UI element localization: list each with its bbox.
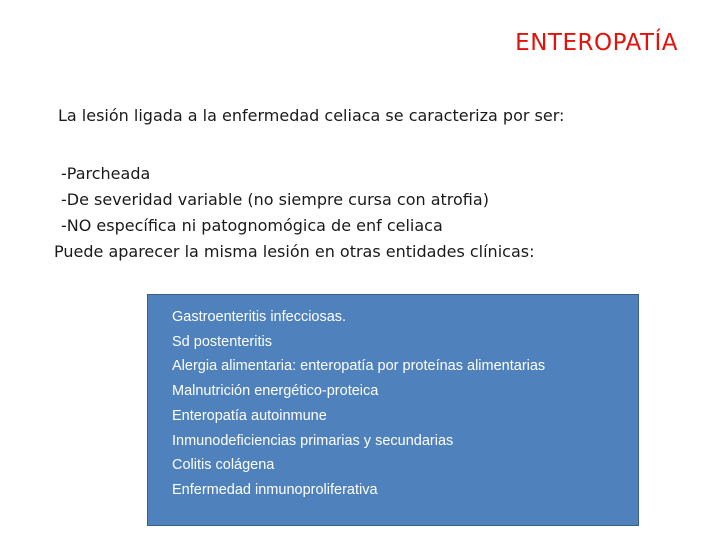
entity-item: Sd postenteritis [172,333,272,350]
intro-text: La lesión ligada a la enfermedad celiaca se caracteriza por ser: [58,106,565,125]
entity-item: Enfermedad inmunoproliferativa [172,481,378,498]
characteristics-list [54,161,534,265]
entity-item: Colitis colágena [172,457,275,474]
entity-item: Enteropatía autoinmune [172,407,327,424]
characteristic-item: -Parcheada [61,164,151,183]
clinical-entities-box [147,294,639,526]
entity-item: Malnutrición energético-proteica [172,383,379,400]
closing-text: Puede aparecer la misma lesión en otras entidades clínicas: [54,242,535,261]
entity-item: Alergia alimentaria: enteropatía por proteínas alimentarias [172,358,546,375]
entity-item: Inmunodeficiencias primarias y secundarias [172,432,454,449]
slide-title: ENTEROPATÍA [515,30,678,56]
characteristic-item: -NO específica ni patognomógica de enf celiaca [61,216,443,235]
entity-item: Gastroenteritis infecciosas. [172,309,347,325]
characteristic-item: -De severidad variable (no siempre cursa con atrofia) [61,190,489,209]
clinical-entities-list [148,295,638,503]
